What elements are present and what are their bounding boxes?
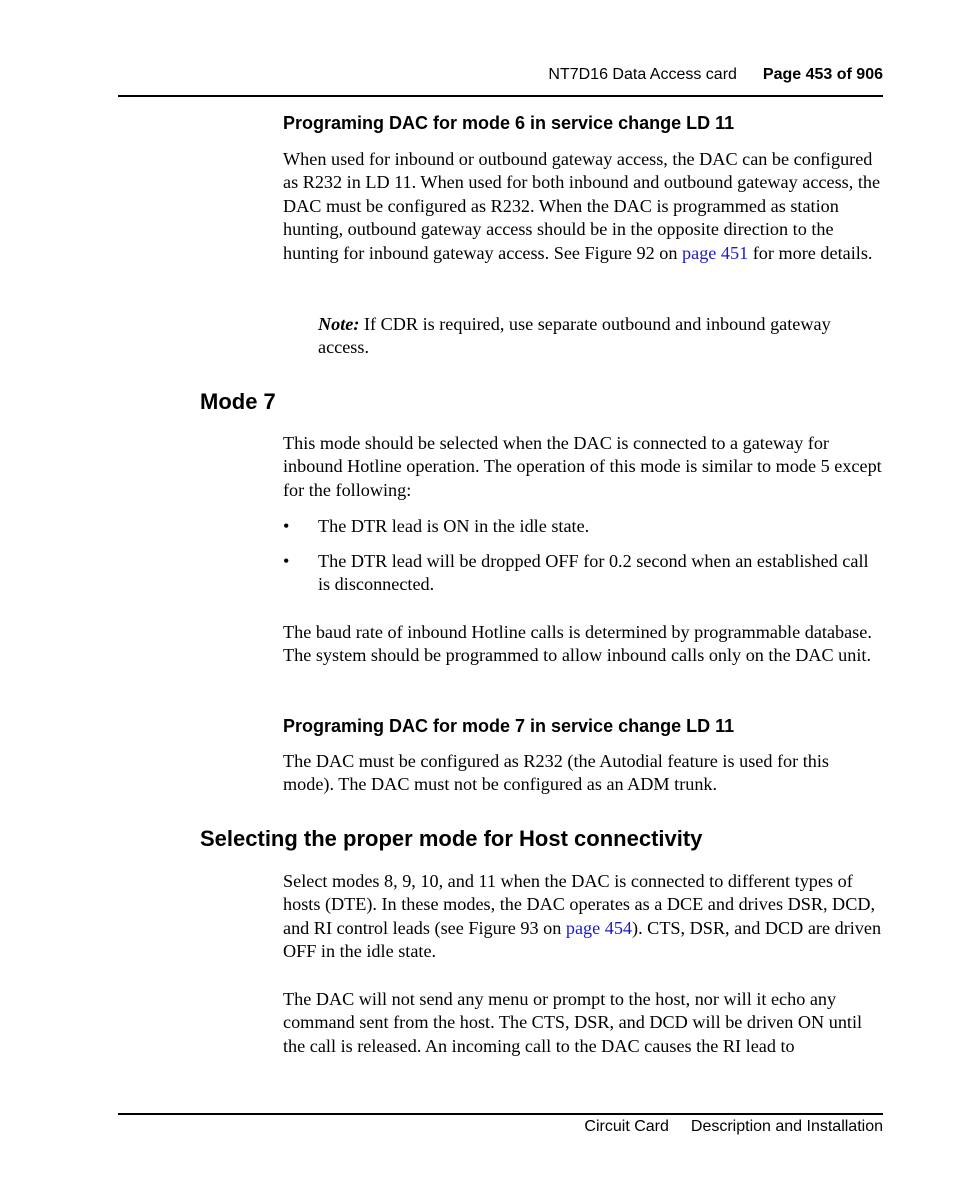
list-item-text: The DTR lead is ON in the idle state. [318, 516, 590, 536]
host-paragraph-1 [283, 870, 883, 964]
list-item [283, 515, 883, 538]
host-paragraph-2: The DAC will not send any menu or prompt to the host, nor will it echo any command sent from the host. The CTS, DSR, and DCD will be driven ON until the call is released. An incoming call to the DAC causes the RI lead to [283, 989, 863, 1056]
bullet-symbol: • [283, 516, 290, 536]
header-rule [118, 95, 883, 97]
host-connectivity-heading: Selecting the proper mode for Host connectivity [200, 826, 703, 851]
mode6-paragraph-text: When used for inbound or outbound gateway access, the DAC can be configured as R232 in LD 11. When used for both inbound and outbound gateway access, the DAC must be configured as R232. When the DAC is programmed as station hunting, outbound gateway access should be in the opposite direction to the hunting for inbound gateway access. See Figure 92 on [283, 149, 881, 263]
host-paragraph-1-tail: ). CTS, DSR, and DCD are driven OFF in the idle state. [283, 917, 882, 962]
footer-left: Circuit Card [584, 1118, 669, 1135]
list-item-text: The DTR lead will be dropped OFF for 0.2 second when an established call is disconnected. [318, 551, 869, 595]
page-451-link[interactable]: page 451 [682, 242, 749, 263]
mode7-programming-heading: Programing DAC for mode 7 in service change LD 11 [283, 716, 735, 736]
running-header [548, 66, 883, 84]
note-label: Note: [318, 314, 360, 334]
baud-rate-paragraph: The baud rate of inbound Hotline calls is determined by programmable database. The system should be programmed to allow inbound calls only on the DAC unit. [283, 622, 872, 666]
mode6-paragraph-tail: for more details. [748, 242, 873, 263]
note [318, 313, 883, 360]
footer-right: Description and Installation [690, 1118, 883, 1135]
mode7-heading: Mode 7 [200, 389, 276, 414]
mode6-programming-heading: Programing DAC for mode 6 in service change LD 11 [283, 113, 735, 133]
running-footer [584, 1118, 883, 1136]
list-item [283, 550, 883, 597]
footer-rule [118, 1113, 883, 1115]
page-454-link[interactable]: page 454 [565, 917, 633, 938]
mode6-paragraph [283, 148, 883, 265]
mode7-intro: This mode should be selected when the DAC is connected to a gateway for inbound Hotline operation. The operation of this mode is similar to mode 5 except for the following: [283, 433, 882, 500]
mode7-programming-paragraph: The DAC must be configured as R232 (the Autodial feature is used for this mode). The DAC must not be configured as an ADM trunk. [283, 751, 830, 795]
page-number: Page 453 of 906 [762, 66, 883, 83]
bullet-symbol: • [283, 551, 290, 571]
document-title: NT7D16 Data Access card [548, 66, 737, 83]
note-text: If CDR is required, use separate outbound and inbound gateway access. [318, 314, 831, 358]
host-paragraph-1-text: Select modes 8, 9, 10, and 11 when the DAC is connected to different types of hosts (DTE). In these modes, the DAC operates as a DCE and drives DSR, DCD, and RI control leads (see Figure 93 on [283, 871, 876, 938]
